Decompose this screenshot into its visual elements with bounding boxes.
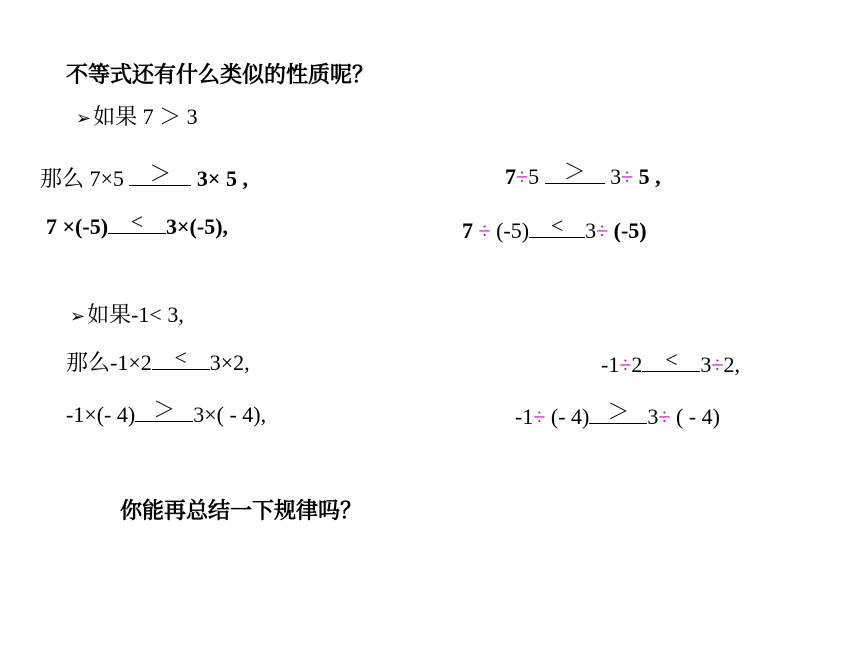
s1-left-row1-suffix: 3× 5 , [191,166,248,191]
s2-right-row2-c: 3 [647,404,659,429]
s2-right-row1-b: 2 [631,352,643,377]
s1-right-row1-d: 5 , [633,164,661,189]
s2-left-row2-prefix: -1×(- 4) [66,402,136,427]
s1-right-row2 [462,213,647,244]
s1-right-row1-blank [545,159,605,184]
premise-1 [76,100,198,131]
s1-right-row2-a: 7 [462,218,479,243]
premise-2 [70,298,184,329]
s2-right-row2-d: ( - 4) [670,404,720,429]
s1-left-row2-suffix: 3×(-5), [166,214,229,239]
s1-right-row1-answer: ＞ [563,159,586,184]
s1-right-row1-a: 7 [505,164,516,189]
summary-question: 你能再总结一下规律吗？ [120,499,363,524]
s2-right-row2 [515,399,720,430]
s1-left-row1-answer: ＞ [149,161,172,186]
arrow-bullet-icon: ➢ [70,306,86,326]
s2-right-row2-a: -1 [515,404,534,429]
s1-right-row2-b: (-5) [490,218,530,243]
division-sign-icon: ÷ [478,218,491,243]
s2-right-row1-c: 3 [700,352,712,377]
s1-right-row1 [505,159,661,190]
premise-1-text: 如果 7 ＞ 3 [93,104,198,129]
division-sign-icon: ÷ [533,404,546,429]
s1-left-row1 [40,162,248,193]
s2-right-row1-a: -1 [601,352,620,377]
division-sign-icon: ÷ [621,164,634,189]
s1-right-row1-b: 5 [528,164,545,189]
division-sign-icon: ÷ [516,164,529,189]
s1-left-row2-prefix: 7 ×(-5) [46,214,109,239]
s1-left-row2-blank [108,209,166,234]
page-title: 不等式还有什么类似的性质呢？ [66,63,375,88]
s1-right-row2-answer: < [550,213,564,238]
s2-right-row1-d: 2, [723,352,740,377]
s2-right-row1 [601,347,740,378]
s2-left-row1-answer: < [174,345,187,370]
s2-right-row2-b: (- 4) [545,404,590,429]
s1-right-row2-c: 3 [585,218,597,243]
s2-left-row1-prefix: 那么-1×2 [66,350,152,375]
arrow-bullet-icon: ➢ [76,108,92,128]
s1-left-row2-answer: < [130,209,144,234]
s2-right-row1-blank [642,347,700,372]
s2-left-row1-blank [152,345,210,370]
s2-right-row2-blank [589,399,647,424]
s2-left-row1-suffix: 3×2, [209,350,250,375]
s1-left-row1-prefix: 那么 7×5 [40,166,130,191]
s1-right-row2-blank [529,213,585,238]
division-sign-icon: ÷ [711,352,724,377]
division-sign-icon: ÷ [658,404,671,429]
s2-left-row2-suffix: 3×( - 4), [193,402,267,427]
division-sign-icon: ÷ [619,352,632,377]
s2-left-row2 [66,397,267,428]
s2-right-row2-answer: ＞ [607,399,630,424]
s1-left-row1-blank [129,161,191,186]
s1-right-row2-d: (-5) [608,218,647,243]
s2-left-row1 [66,346,250,377]
s2-right-row1-answer: < [665,347,678,372]
s2-left-row2-answer: ＞ [153,397,176,422]
s2-left-row2-blank [135,397,193,422]
division-sign-icon: ÷ [596,218,609,243]
s1-left-row2 [46,209,229,240]
s1-right-row1-c: 3 [604,164,622,189]
premise-2-text: 如果-1< 3, [87,302,184,327]
